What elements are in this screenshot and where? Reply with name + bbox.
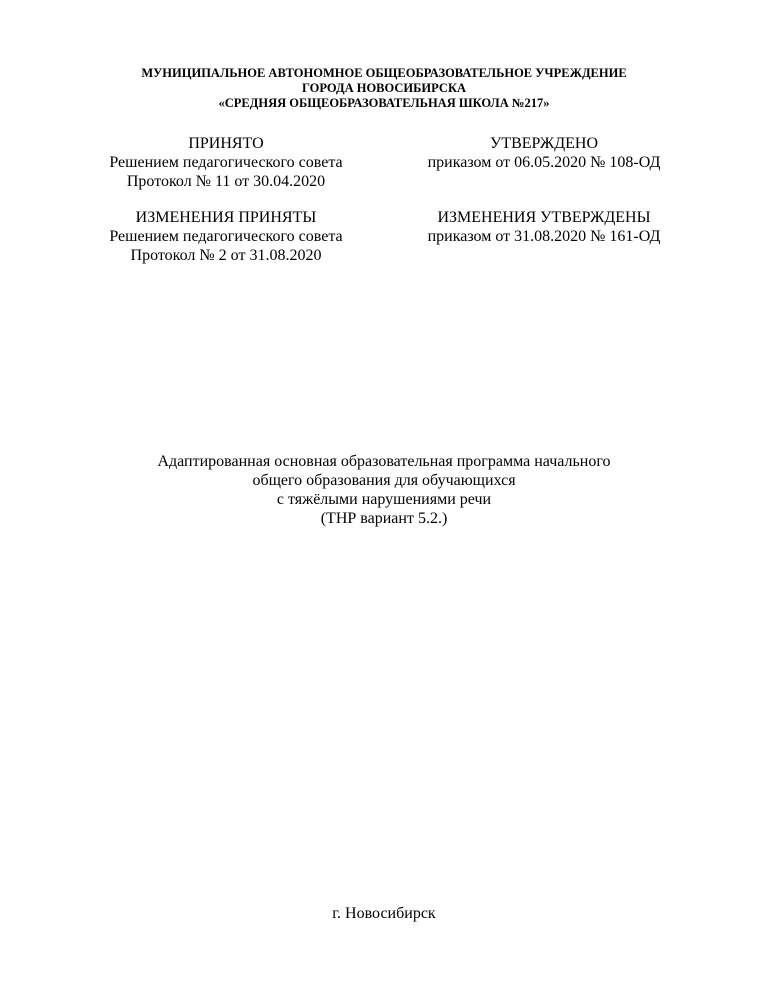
accepted-heading: ПРИНЯТО (188, 135, 264, 152)
changes-accepted-line1: Решением педагогического совета (109, 228, 343, 245)
changes-approved-block (394, 208, 694, 246)
institution-name-line2: ГОРОДА НОВОСИБИРСКА (301, 81, 467, 95)
approved-heading: УТВЕРЖДЕНО (489, 135, 598, 152)
accepted-line2: Протокол № 11 от 30.04.2020 (126, 173, 326, 190)
institution-name-line1: МУНИЦИПАЛЬНОЕ АВТОНОМНОЕ ОБЩЕОБРАЗОВАТЕЛЬНОЕ УЧРЕЖДЕНИЕ (141, 66, 627, 80)
changes-accepted-block (84, 208, 368, 265)
institution-header (0, 66, 768, 111)
program-title-line4: (ТНР вариант 5.2.) (320, 510, 448, 527)
accepted-line1: Решением педагогического совета (109, 154, 343, 171)
program-title-line3: с тяжёлыми нарушениями речи (276, 491, 492, 508)
changes-approved-heading: ИЗМЕНЕНИЯ УТВЕРЖДЕНЫ (437, 209, 651, 226)
approved-line1: приказом от 06.05.2020 № 108-ОД (427, 154, 661, 171)
program-title-line2: общего образования для обучающихся (252, 472, 516, 489)
changes-accepted-heading: ИЗМЕНЕНИЯ ПРИНЯТЫ (135, 209, 317, 226)
approved-block (394, 134, 694, 172)
institution-name-line3: «СРЕДНЯЯ ОБЩЕОБРАЗОВАТЕЛЬНАЯ ШКОЛА №217» (218, 96, 550, 110)
program-title (0, 452, 768, 528)
accepted-block (84, 134, 368, 191)
program-title-line1: Адаптированная основная образовательная программа начального (157, 453, 611, 470)
changes-approved-line1: приказом от 31.08.2020 № 161-ОД (427, 228, 661, 245)
city-name: г. Новосибирск (332, 905, 436, 922)
changes-accepted-line2: Протокол № 2 от 31.08.2020 (130, 247, 322, 264)
